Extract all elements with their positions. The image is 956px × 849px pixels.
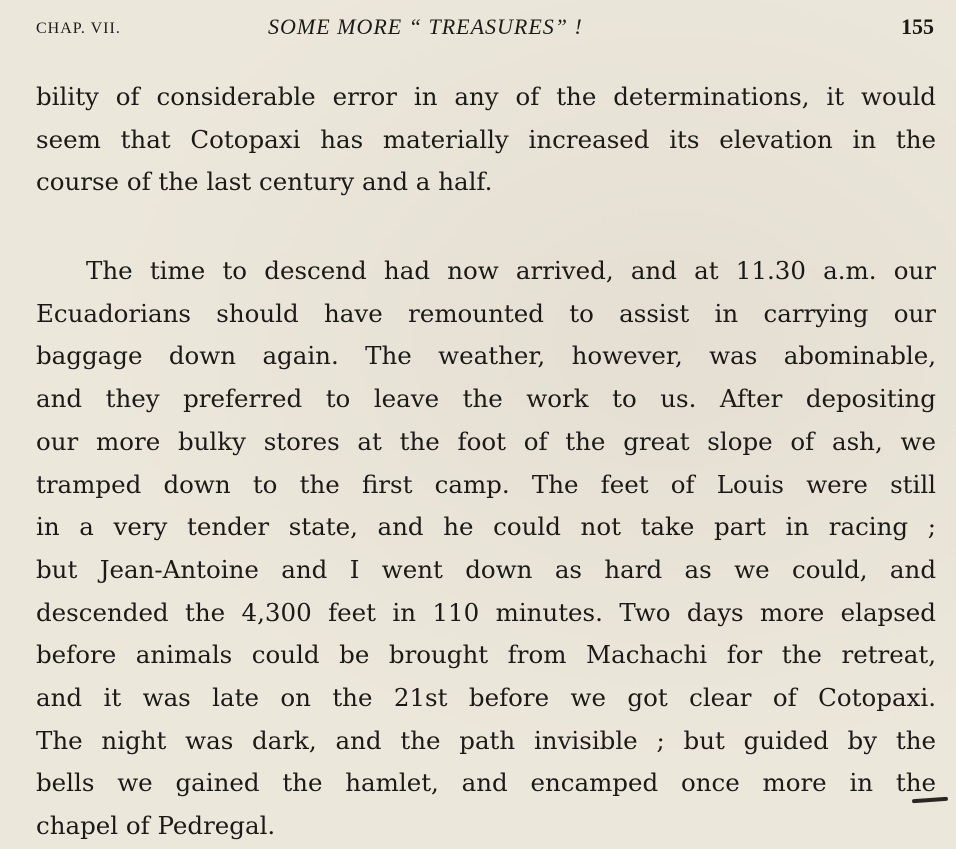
text-line: but Jean-Antoine and I went down as hard as we could, and [36,554,936,584]
paragraph-1 [36,76,936,204]
text-line: baggage down again. The weather, however, was abominable, [36,341,936,371]
text-line: our more bulky stores at the foot of the great slope of ash, we [36,426,936,456]
paragraph-2 [36,250,936,848]
running-header [36,14,934,44]
text-line: tramped down to the first camp. The feet of Louis were still [36,469,936,499]
text-line: in a very tender state, and he could not take part in racing ; [36,512,936,542]
text-line: The time to descend had now arrived, and at 11.30 a.m. our [86,256,936,285]
text-line: and it was late on the 21st before we got clear of Cotopaxi. [36,683,936,713]
text-line: descended the 4,300 feet in 110 minutes. Two days more elapsed [36,597,936,627]
running-title: SOME MORE “ TREASURES” ! [268,14,583,39]
chapter-label: CHAP. VII. [36,20,121,37]
text-line: The night was dark, and the path invisible ; but guided by the [36,725,936,755]
text-line: bells we gained the hamlet, and encamped once more in the [36,768,936,798]
text-line: course of the last century and a half. [36,167,493,197]
text-line: before animals could be brought from Machachi for the retreat, [36,640,936,670]
page-number: 155 [901,14,934,39]
text-line: seem that Cotopaxi has materially increased its elevation in the [36,124,936,154]
text-line: chapel of Pedregal. [36,811,276,841]
text-line: and they preferred to leave the work to us. After depositing [36,384,936,414]
text-line: bility of considerable error in any of the determinations, it would [36,82,936,111]
text-line: Ecuadorians should have remounted to assist in carrying our [36,298,936,328]
